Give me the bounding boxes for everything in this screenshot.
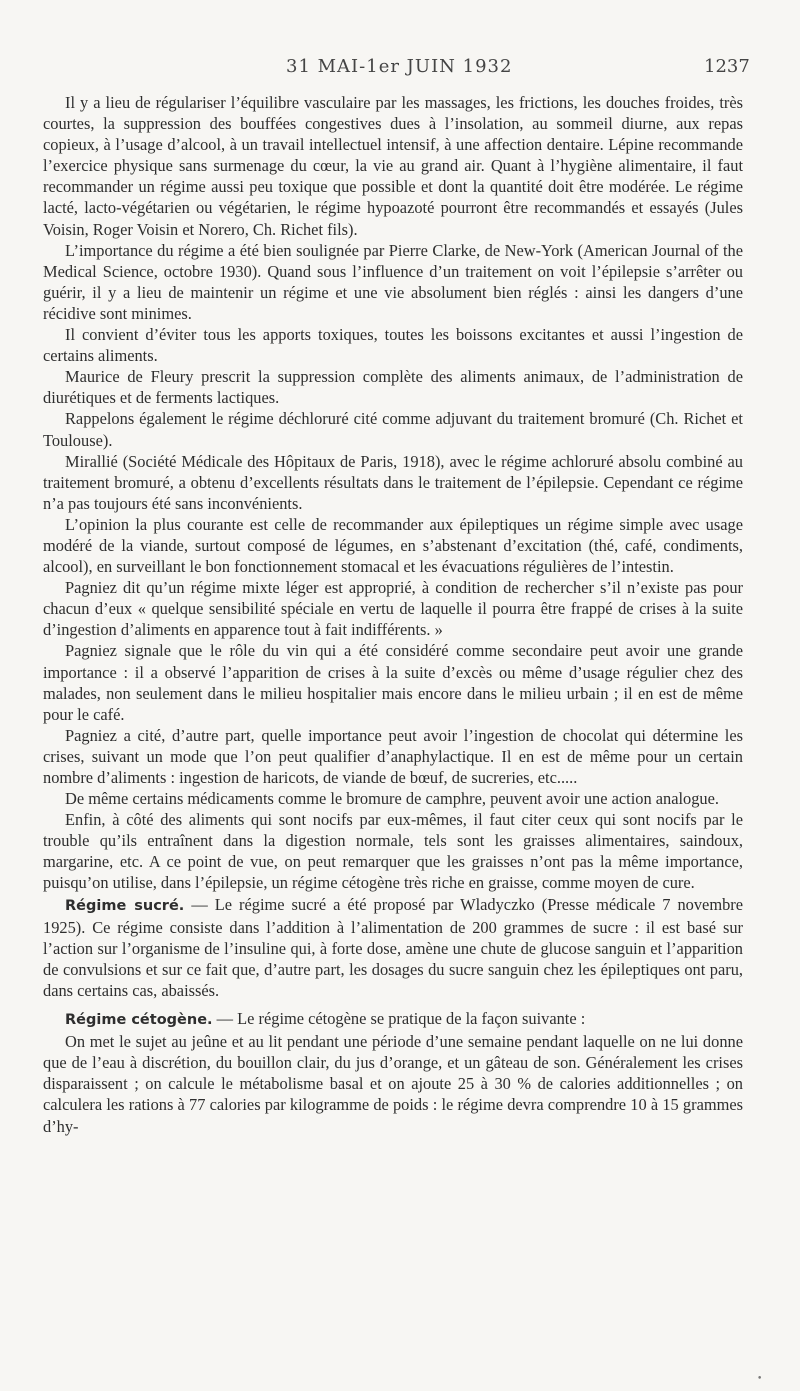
paragraph: On met le sujet au jeûne et au lit pendant une période d’une semaine pendant laquelle on ne lui donne que de l’eau à discrétion, du bouillon clair, du jus d’orange, et un gâteau de son. Généralement les crises disparaissent ; on calcule le métabolisme basal et on ajoute 25 à 30 % de calories additionnelles ; on calculera les rations à 77 calories par kilogramme de poids : le régime devra comprendre 10 à 15 grammes d’hy- [43, 1032, 743, 1136]
paragraph: L’importance du régime a été bien soulignée par Pierre Clarke, de New-York (American Journal of the Medical Science, octobre 1930). Quand sous l’influence d’un traitement on voit l’épilepsie s’arrêter ou guérir, il y a lieu de maintenir un régime et une vie absolument bien réglés : ainsi les dangers d’une récidive sont minimes. [43, 240, 743, 323]
paragraph: Il convient d’éviter tous les apports toxiques, toutes les boissons excitantes et aussi l’ingestion de certains aliments. [43, 325, 743, 366]
paragraph: Pagniez dit qu’un régime mixte léger est approprié, à condition de rechercher s’il n’existe pas pour chacun d’eux « quelque sensibilité spéciale en vertu de laquelle il pourra être frappé de crises à la suite d’ingestion d’aliments en apparence tout à fait indifférents. » [43, 578, 743, 640]
header-date: 31 MAI-1er JUIN 1932 [286, 56, 513, 77]
paragraph: Mirallié (Société Médicale des Hôpitaux de Paris, 1918), avec le régime achloruré absolu combiné au traitement bromuré, a obtenu d’excellents résultats dans le traitement de l’épilepsie. Cependant ce régime n’a pas toujours été sans inconvénients. [43, 451, 743, 513]
paragraph: Pagniez a cité, d’autre part, quelle importance peut avoir l’ingestion de chocolat qui détermine les crises, suivant un mode que l’on peut qualifier d’anaphylactique. Il en est de même pour un certain nombre d’aliments : ingestion de haricots, de viande de bœuf, de sucreries, etc..... [43, 725, 743, 787]
paragraph: Enfin, à côté des aliments qui sont nocifs par eux-mêmes, il faut citer ceux qui sont nocifs par le trouble qu’ils entraînent dans la digestion normale, tels sont les graisses alimentaires, saindoux, margarine, etc. A ce point de vue, on peut remarquer que les graisses n’ont pas la même importance, puisqu’on utilise, dans l’épilepsie, un régime cétogène très riche en graisse, comme moyen de cure. [43, 810, 743, 893]
paragraph-text: — Le régime sucré a été proposé par Wladyczko (Presse médicale 7 novembre 1925). Ce régime consiste dans l’addition à l’alimentation de 200 grammes de sucre : il est basé sur l’action sur l’organisme de l’insuline qui, à forte dose, amène une chute de glucose sanguin et l’apparition de convulsions et sur ce fait que, d’autre part, les dosages du sucre sanguin chez les épileptiques ont paru, dans certains cas, abaissés. [43, 894, 744, 1000]
paragraph-regime-sucre [43, 894, 743, 1001]
paragraph: Il y a lieu de régulariser l’équilibre vasculaire par les massages, les frictions, les douches froides, très courtes, la suppression des bouffées congestives dues à l’insolation, au sommeil diurne, aux repas copieux, à l’usage d’alcool, à un travail intellectuel intensif, à une affection dentaire. Lépine recommande l’exercice physique sans surmenage du cœur, la vie au grand air. Quant à l’hygiène alimentaire, il faut recommander un régime aussi peu toxique que possible et dont la quantité doit être modérée. Le régime lacté, lacto-végétarien ou végétarien, le régime hypoazoté pourront être recommandés et essayés (Jules Voisin, Roger Voisin et Norero, Ch. Richet fils). [43, 93, 743, 239]
body-text [43, 92, 743, 1137]
paragraph: Rappelons également le régime déchloruré cité comme adjuvant du traitement bromuré (Ch. Richet et Toulouse). [43, 409, 743, 450]
paragraph: Pagniez signale que le rôle du vin qui a été considéré comme secondaire peut avoir une grande importance : il a observé l’apparition de crises à la suite d’excès ou même d’usage régulier chez des malades, non seulement dans le milieu hospitalier mais encore dans le milieu urbain ; il en est de même pour le café. [43, 641, 743, 724]
paragraph-text: — Le régime cétogène se pratique de la façon suivante : [212, 1009, 586, 1029]
paragraph: Maurice de Fleury prescrit la suppression complète des aliments animaux, de l’administration de diurétiques et de ferments lactiques. [43, 367, 743, 408]
paragraph: De même certains médicaments comme le bromure de camphre, peuvent avoir une action analogue. [65, 789, 719, 809]
running-header [0, 56, 800, 86]
section-run-title: Régime sucré. [65, 897, 185, 914]
paragraph: L’opinion la plus courante est celle de recommander aux épileptiques un régime simple avec usage modéré de la viande, surtout composé de légumes, en s’abstenant d’excitation (thé, café, condiments, alcool), en surveillant le bon fonctionnement stomacal et les évacuations régulières de l’intestin. [43, 514, 743, 577]
section-run-title: Régime cétogène. [65, 1012, 213, 1029]
paragraph-regime-cetogene [43, 1008, 743, 1031]
page-number: 1237 [704, 56, 750, 77]
scan-mark: • [757, 1374, 763, 1384]
